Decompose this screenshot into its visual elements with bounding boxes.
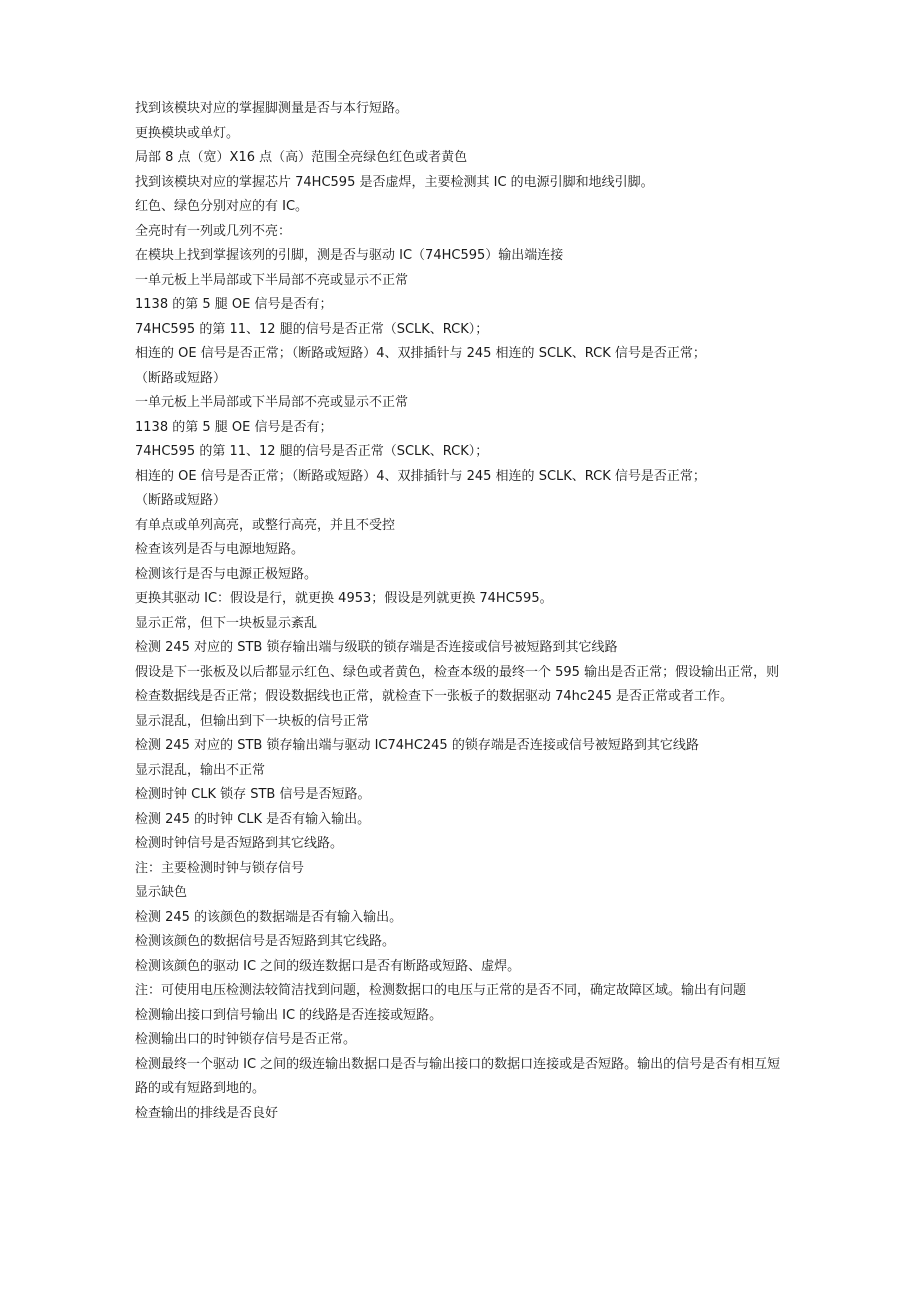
text-line: 检测输出接口到信号输出 IC 的线路是否连接或短路。 — [135, 1007, 443, 1023]
text-line: 显示缺色 — [135, 885, 188, 900]
text-line: 一单元板上半局部或下半局部不亮或显示不正常 — [135, 272, 409, 288]
text-line: （断路或短路） — [135, 370, 227, 386]
text-line: 检测最终一个驱动 IC 之间的级连输出数据口是否与输出接口的数据口连接或是否短路。输出的信号是否有相互短路的或有短路到地的。 — [135, 1056, 781, 1096]
text-line: 找到该模块对应的掌握芯片 74HC595 是否虚焊，主要检测其 IC 的电源引脚和地线引脚。 — [135, 174, 654, 190]
text-line: 1138 的第 5 腿 OE 信号是否有； — [135, 419, 333, 435]
text-line: 相连的 OE 信号是否正常；（断路或短路）4、双排插针与 245 相连的 SCLK、RCK 信号是否正常； — [135, 346, 706, 361]
text-line: 检测该行是否与电源正极短路。 — [135, 566, 318, 582]
text-line: 相连的 OE 信号是否正常；（断路或短路）4、双排插针与 245 相连的 SCLK、RCK 信号是否正常； — [135, 468, 706, 484]
text-line: 全亮时有一列或几列不亮： — [135, 223, 292, 239]
text-line: 检测 245 的时钟 CLK 是否有输入输出。 — [135, 811, 371, 827]
text-line: 74HC595 的第 11、12 腿的信号是否正常（SCLK、RCK）； — [135, 321, 489, 337]
text-line: 检测该颜色的驱动 IC 之间的级连数据口是否有断路或短路、虚焊。 — [135, 958, 521, 974]
text-line: 红色、绿色分别对应的有 IC。 — [135, 199, 309, 214]
text-line: 检查输出的排线是否良好 — [135, 1105, 279, 1121]
text-line: 74HC595 的第 11、12 腿的信号是否正常（SCLK、RCK）； — [135, 444, 489, 459]
text-line: 假设是下一张板及以后都显示红色、绿色或者黄色，检查本级的最终一个 595 输出是否正常；假设输出正常，则检查数据线是否正常；假设数据线也正常，就检查下一张板子的数据驱动 74hc245 是否正常或者工作。 — [135, 664, 780, 704]
text-line: 检测 245 的该颜色的数据端是否有输入输出。 — [135, 909, 403, 925]
text-line: 显示混乱，但输出到下一块板的信号正常 — [135, 713, 370, 729]
text-line: 注：可使用电压检测法较简洁找到问题，检测数据口的电压与正常的是否不同，确定故障区域。输出有问题 — [135, 983, 747, 998]
text-line: 注：主要检测时钟与锁存信号 — [135, 860, 305, 876]
text-line: 局部 8 点（宽）X16 点（高）范围全亮绿色红色或者黄色 — [135, 150, 468, 165]
text-line: 更换其驱动 IC：假设是行，就更换 4953；假设是列就更换 74HC595。 — [135, 591, 553, 606]
text-line: 有单点或单列高亮，或整行高亮，并且不受控 — [135, 517, 396, 533]
document-body — [135, 97, 790, 1126]
text-line: 在模块上找到掌握该列的引脚，测是否与驱动 IC（74HC595）输出端连接 — [135, 248, 564, 263]
text-line: 检测 245 对应的 STB 锁存输出端与级联的锁存端是否连接或信号被短路到其它线路 — [135, 640, 618, 655]
text-line: 检测该颜色的数据信号是否短路到其它线路。 — [135, 934, 396, 949]
text-line: 检查该列是否与电源地短路。 — [135, 542, 305, 557]
text-line: 检测时钟 CLK 锁存 STB 信号是否短路。 — [135, 787, 371, 802]
text-line: 检测 245 对应的 STB 锁存输出端与驱动 IC74HC245 的锁存端是否连接或信号被短路到其它线路 — [135, 738, 699, 753]
text-line: （断路或短路） — [135, 493, 227, 508]
text-line: 检测时钟信号是否短路到其它线路。 — [135, 836, 344, 851]
text-line: 检测输出口的时钟锁存信号是否正常。 — [135, 1032, 357, 1047]
text-line: 显示混乱，输出不正常 — [135, 762, 266, 778]
text-line: 1138 的第 5 腿 OE 信号是否有； — [135, 297, 333, 312]
text-line: 找到该模块对应的掌握脚测量是否与本行短路。 — [135, 101, 409, 116]
text-line: 一单元板上半局部或下半局部不亮或显示不正常 — [135, 395, 409, 410]
text-line: 更换模块或单灯。 — [135, 125, 240, 141]
text-line: 显示正常，但下一块板显示紊乱 — [135, 615, 318, 631]
